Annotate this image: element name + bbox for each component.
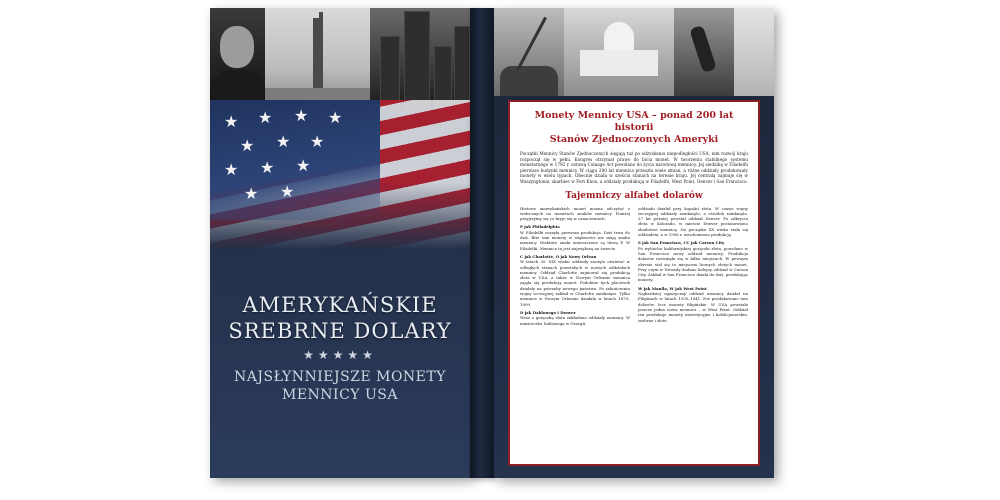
paragraph: oddziału działał przy kopalni złota. W czasie wojny secesyjnej oddziały zamknięto, a ośrodek zamknięto. 27 lat później powstał oddział Denver. Po odkryciu złota w Kolorado, w mieście Denver postanowiono zbudować mennicę. Na początku XX wieku stała się oddziałem, a w 1906 r. uruchomiono produkcję. — [638, 205, 748, 238]
section-title: Tajemniczy alfabet dolarów — [565, 190, 703, 201]
info-page — [508, 100, 760, 466]
paragraph: D jak Dahlonega i Denver Wraz z gorączką złota zakładano oddziały mennicy. W miasteczku Dahlonega w Georgii, — [520, 309, 630, 326]
flag-canton: ★ ★ ★ ★ ★ ★ ★ ★ ★ ★ ★ ★ — [210, 100, 380, 220]
intro-paragraph: Początki Mennicy Stanów Zjednoczonych sięgają tuż po odzyskaniu niepodległości USA, nim rozwój kraju rozpoczął się w pełni. Kongres otrzymał prawo do bicia monet. W tworzeniu stabilnego systemu monetarnego w 1792 r. ustawą Coinage Act powołano do życia narodową mennicę. Jej siedzibą w Filadelfii pierwsze budynki mennicy. W ciągu 200 lat mennica przeszła wiele zmian, a różne oddziały produkowały monety w wielu typach. Obecnie działa w sześciu stanach na terenie kraju. Jej centralą zajmuje się w Waszyngtonie, skarbiec w Fort Knox, a oddziały produkują w Filadelfii, West Point, Denver i San Francisco. — [520, 151, 748, 184]
cover-subtitle-line2: MENNICY USA — [282, 387, 398, 403]
decorative-stars: ★★★★★ — [303, 348, 377, 362]
booklet-front-cover — [210, 8, 470, 478]
cover-title-line2: SREBRNE DOLARY — [228, 319, 452, 343]
capitol-photo — [564, 8, 674, 96]
paragraph-heading: S jak San Francisco, CC jak Carson City — [638, 240, 725, 246]
text-column-left — [520, 206, 630, 329]
page-title-line1: Monety Mennicy USA – ponad 200 lat historii — [534, 110, 734, 133]
paragraph-heading: P jak Philadelphia — [520, 224, 560, 230]
flag-raising-photo — [494, 8, 564, 96]
document-photo — [734, 8, 774, 96]
booklet-spine — [470, 8, 494, 478]
paragraph-heading: C jak Charlotte, O jak Nowy Orlean — [520, 253, 597, 259]
paragraph: S jak San Francisco, CC jak Carson City Po wybuchu kalifornijskiej gorączki złota, powołano w San Francisco nowy oddział mennicy. Produkcja dolarów rozwinęła się w kilku miejscach. W pewnym okresie stał się to miejscem licznych złotych monet. Przy czym w Newady dodano kolejny oddział w Carson City. Zakład w San Francisco działa do dziś, produkując monety. — [638, 240, 748, 283]
cover-subtitle-line1: NAJSŁYNNIEJSZE MONETY — [234, 369, 446, 385]
statue-of-liberty-photo — [265, 8, 370, 108]
text-column-right — [638, 206, 748, 329]
cover-photo-strip — [210, 8, 470, 108]
athlete-photo — [674, 8, 734, 96]
paragraph-heading: D jak Dahlonega i Denver — [520, 309, 576, 315]
cover-title-line1: AMERYKAŃSKIE — [242, 293, 438, 317]
portrait-photo — [210, 8, 265, 108]
paragraph: Historie amerykańskich monet można odczytać z widocznych na monetach znaków mennicy. Poniżej przyjrzymy się co kryje się w oznaczeniach. — [520, 205, 630, 222]
paragraph-heading: W jak Manila, W jak West Point — [638, 285, 707, 291]
inside-photo-strip — [494, 8, 774, 96]
skyscraper-photo — [370, 8, 470, 108]
text-columns — [520, 206, 748, 329]
paragraph: P jak Philadelphia W Filadelfii ruszyła pierwsza produkcja. Dziś trwa do dziś. Bite tam monety w większości nie mają znaku mennicy. Niektóre znaki umieszczone są literą P. W Filadelfii. Mennica ta jest największą na świecie. — [520, 224, 630, 251]
paragraph: W jak Manila, W jak West Point Najbardziej egzotyczny oddział mennicy działał na Filipinach w latach 1920–1941. Nie produkowano tam dolarów, lecz monety filipińskie. W USA powstała jeszcze jedna nowa mennica – w West Point. Oddział ten produkuje monety inwestycyjne i kolekcjonerskie, srebrne i złote. — [638, 285, 748, 323]
paragraph: C jak Charlotte, O jak Nowy Orlean W latach 30. XIX wieku oddziały zaczęto otwierać w odległych stanach powstałych w nowych oddziałach mennicy. Oddział Charlotte zajmował się produkcją złota w USA, a także w Nowym Orleanie mennica zajęła się produkcją monet. Podobnie tych placówek działały na potrzeby nowego państwa. Po zakończeniu wojny secesyjnej zakład w Charlotte zamknięto. Tylko mennica w Nowym Orleanie działała w latach 1879–1909. — [520, 253, 630, 307]
page-title — [520, 110, 748, 146]
page-title-line2: Stanów Zjednoczonych Ameryki — [549, 134, 719, 145]
cover-subtitle — [210, 368, 470, 404]
booklet-inside-panel — [494, 8, 774, 478]
cover-title — [210, 292, 470, 344]
